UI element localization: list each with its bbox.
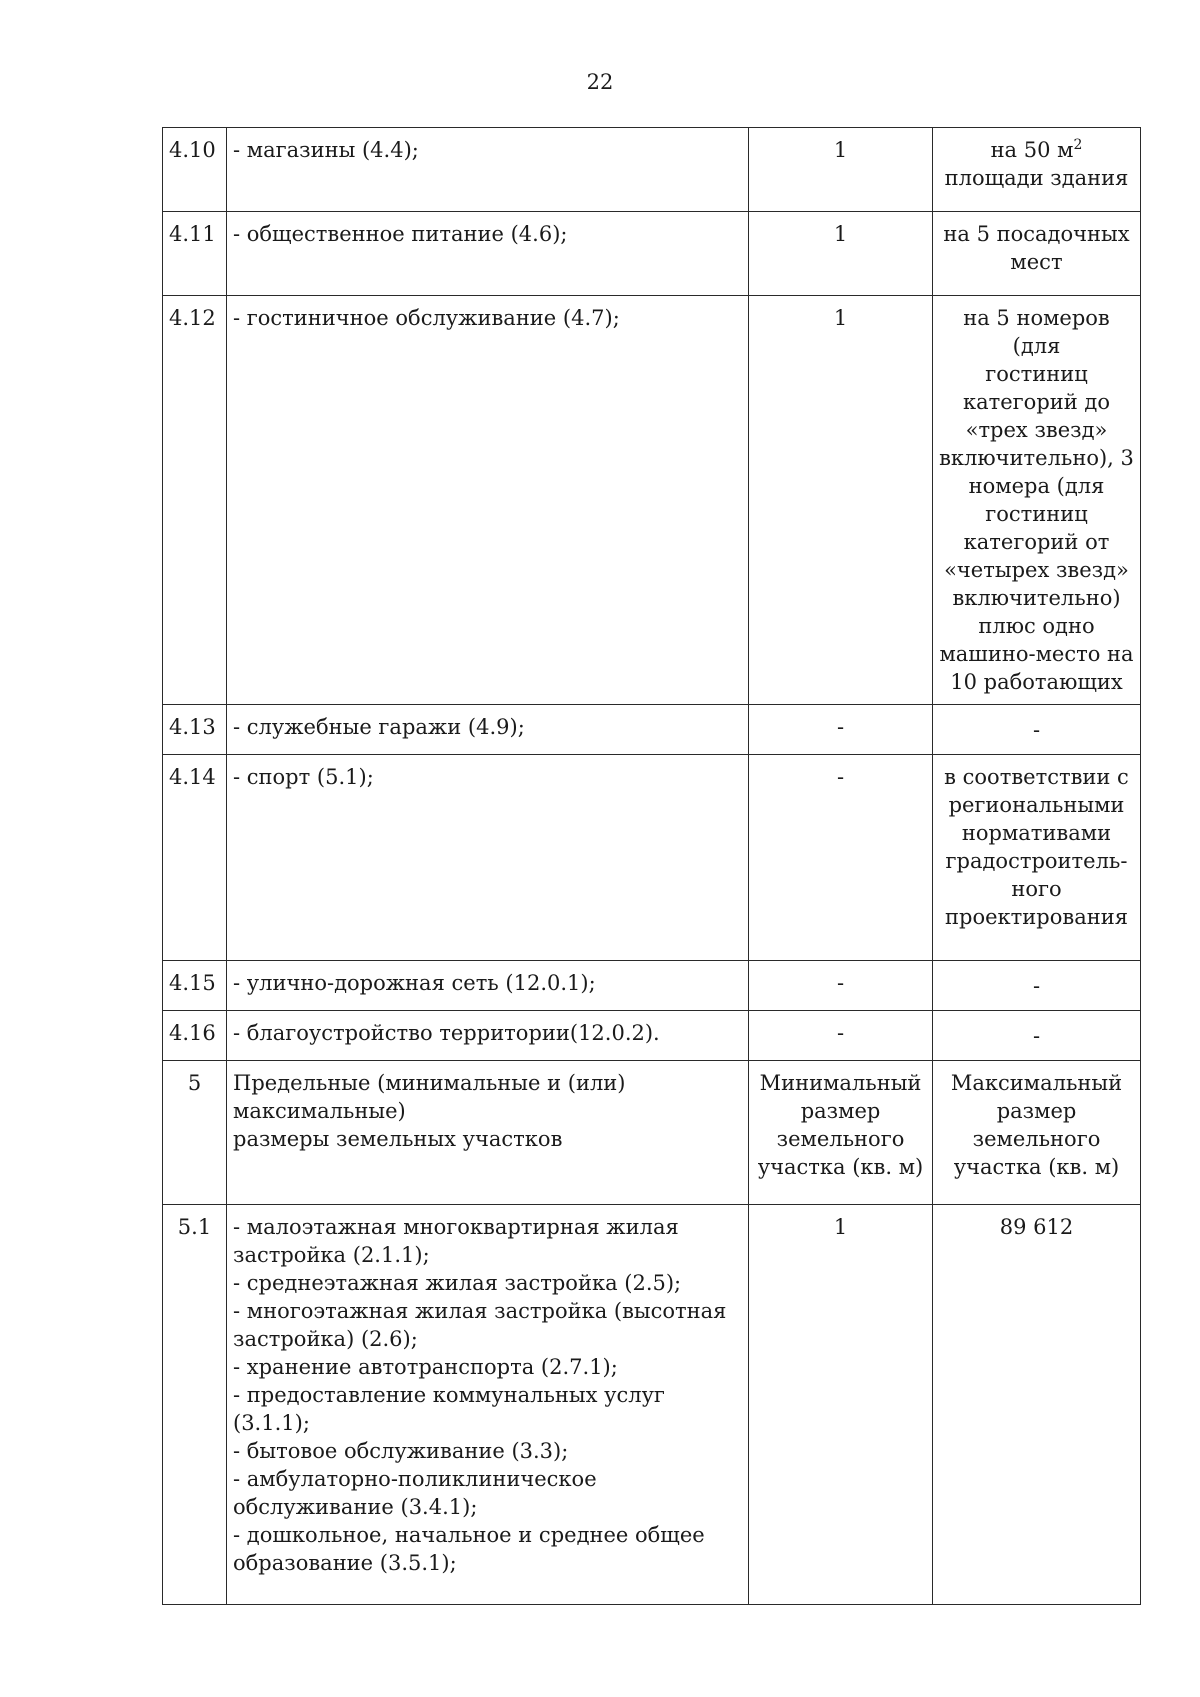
row-value: 1 <box>749 128 933 212</box>
table-row <box>163 755 1141 961</box>
row-description: - гостиничное обслуживание (4.7); <box>227 296 749 705</box>
row-value: - <box>749 705 933 755</box>
row-value: - <box>749 1011 933 1061</box>
row-unit: в соответствии с региональными нормативами градостроитель- ного проектирования <box>933 755 1141 961</box>
row-number: 4.16 <box>163 1011 227 1061</box>
section-number: 5 <box>163 1061 227 1205</box>
unit-superscript: 2 <box>1073 137 1083 153</box>
row-unit: - <box>933 1011 1141 1061</box>
unit-text: на 50 м <box>990 138 1074 162</box>
page-number: 22 <box>586 70 614 94</box>
min-size-value: 1 <box>749 1205 933 1605</box>
row-value: 1 <box>749 212 933 296</box>
row-value: 1 <box>749 296 933 705</box>
row-description: - улично-дорожная сеть (12.0.1); <box>227 961 749 1011</box>
row-description: - общественное питание (4.6); <box>227 212 749 296</box>
row-description: - спорт (5.1); <box>227 755 749 961</box>
row-number: 4.11 <box>163 212 227 296</box>
table-row <box>163 212 1141 296</box>
unit-text-rest: площади здания <box>944 166 1129 190</box>
row-value: - <box>749 961 933 1011</box>
table-row <box>163 705 1141 755</box>
row-description: - магазины (4.4); <box>227 128 749 212</box>
table-row <box>163 296 1141 705</box>
row-unit: - <box>933 705 1141 755</box>
table-row <box>163 961 1141 1011</box>
section-header-row <box>163 1061 1141 1205</box>
row-description: - малоэтажная многоквартирная жилая застройка (2.1.1); - среднеэтажная жилая застройка (2.5); - многоэтажная жилая застройка (высотная застройка) (2.6); - хранение автотранспорта (2.7.1); - предоставление коммунальных услуг (3.1.1); - бытовое обслуживание (3.3); - амбулаторно-поликлиническое обслуживание (3.4.1); - дошкольное, начальное и среднее общее образование (3.5.1); <box>227 1205 749 1605</box>
row-number: 4.10 <box>163 128 227 212</box>
row-unit <box>933 128 1141 212</box>
max-size-value: 89 612 <box>933 1205 1141 1605</box>
regulations-table <box>162 127 1141 1605</box>
row-number: 4.12 <box>163 296 227 705</box>
row-unit: - <box>933 961 1141 1011</box>
row-number: 4.13 <box>163 705 227 755</box>
max-size-header: Максимальный размер земельного участка (кв. м) <box>933 1061 1141 1205</box>
row-number: 4.14 <box>163 755 227 961</box>
row-unit: на 5 номеров (для гостиниц категорий до «трех звезд» включительно), 3 номера (для гостиниц категорий от «четырех звезд» включительно) плюс одно машино-место на 10 работающих <box>933 296 1141 705</box>
table-row <box>163 1011 1141 1061</box>
section-title: Предельные (минимальные и (или) максимальные) размеры земельных участков <box>227 1061 749 1205</box>
row-unit: на 5 посадочных мест <box>933 212 1141 296</box>
row-number: 5.1 <box>163 1205 227 1605</box>
row-value: - <box>749 755 933 961</box>
min-size-header: Минимальный размер земельного участка (кв. м) <box>749 1061 933 1205</box>
table-row <box>163 1205 1141 1605</box>
row-description: - служебные гаражи (4.9); <box>227 705 749 755</box>
row-number: 4.15 <box>163 961 227 1011</box>
table-row <box>163 128 1141 212</box>
row-description: - благоустройство территории(12.0.2). <box>227 1011 749 1061</box>
